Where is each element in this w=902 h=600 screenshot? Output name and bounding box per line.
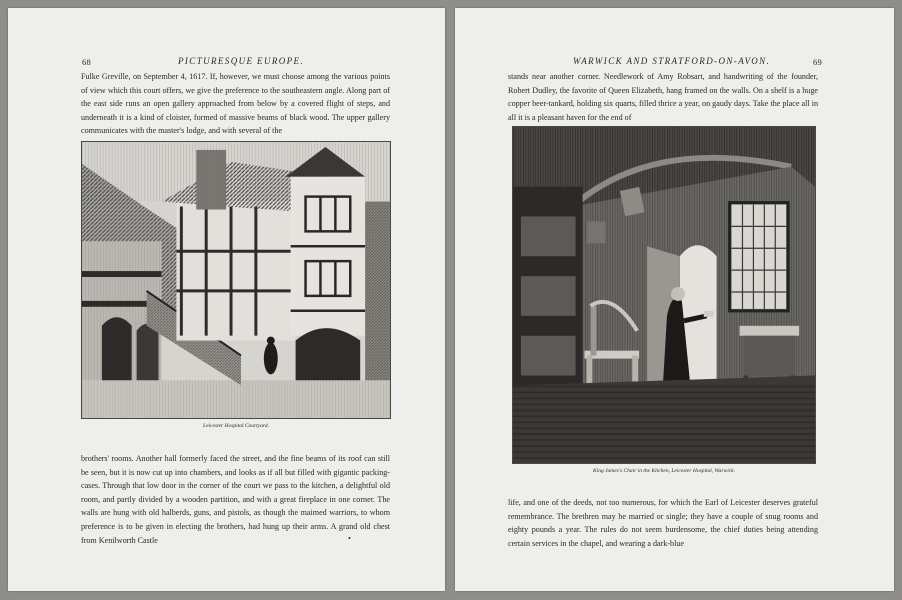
right-page-number: 69 [813,57,822,67]
right-running-head: WARWICK AND STRATFORD-ON-AVON. [573,56,771,66]
courtyard-caption: Leicester Hospital Courtyard. [203,423,269,429]
kitchen-illustration [512,126,816,464]
left-bottom-paragraph: brothers' rooms. Another hall formerly faced the street, and the fine beams of its roof can still be seen, but it is now cut up into chambers, and looks as if all but filled with gigantic packing-cases. Through that low door in the corner of the court we pass to the kitchen, a delightful old room, and partly divided by a wooden partition, and with a great fireplace in one corner. The walls are hung with old halberds, guns, and pistols, as though the maimed warriors, to whom preference is to be given in electing the brothers, had hung up their arms. A grand old chest from Kenilworth Castle [81,454,390,545]
right-top-paragraph: stands near another corner. Needlework of Amy Robsart, and handwriting of the founder, Robert Dudley, the favorite of Queen Elizabeth, hang framed on the walls. On a shelf is a huge copper beer-tankard, holding six quarts, filled thrice a year, on gaudy days. Take the place all in all it is a pleasant haven for the end of [508,72,818,122]
left-page [8,8,445,591]
courtyard-illustration [81,141,391,419]
courtyard-engraving-svg [82,142,390,418]
left-running-head: PICTURESQUE EUROPE. [178,56,305,66]
kitchen-engraving-svg [513,127,815,463]
right-page [455,8,894,591]
left-top-paragraph: Fulke Greville, on September 4, 1617. If, however, we must choose among the various points of view which this court offers, we give the preference to the southeastern angle. Along part of the east side runs an open gallery approached from below by a covered flight of steps, and underneath it is a kind of cloister, formed of massive beams of black wood. The upper gallery communicates with the master's lodge, and with several of the [81,72,390,136]
left-page-number: 68 [82,57,91,67]
kitchen-caption: King James's Chair in the Kitchen, Leicester Hospital, Warwick. [593,468,735,474]
right-bottom-paragraph: life, and one of the deeds, not too numerous, for which the Earl of Leicester deserves grateful remembrance. The brethren may be married or single; they have a couple of snug rooms and eighty pounds a year. The rules do not seem burdensome, the chief duties being attending certain services in the chapel, and wearing a dark-blue [508,498,818,548]
signature-mark: • [348,534,351,543]
